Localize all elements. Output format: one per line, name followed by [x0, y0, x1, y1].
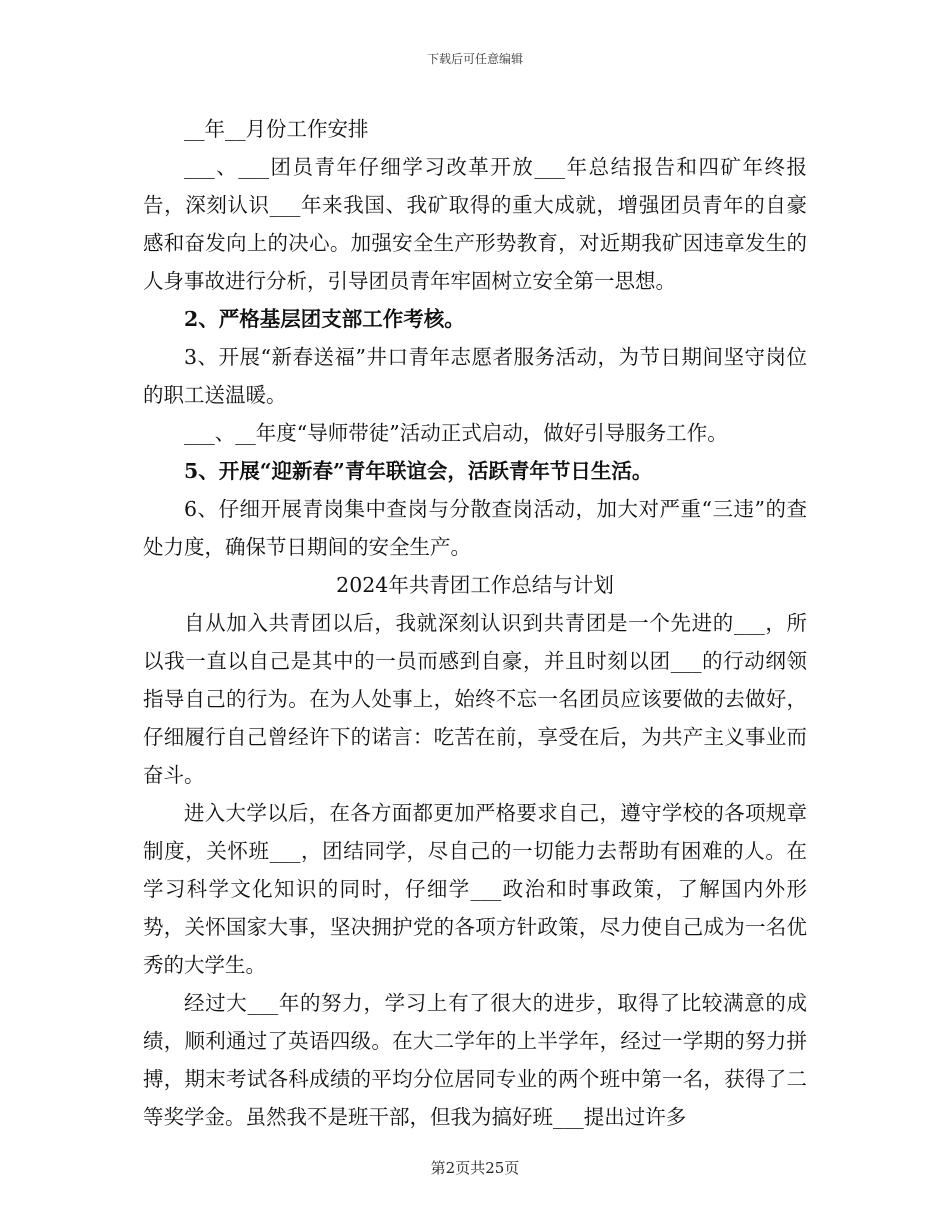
header-note: 下载后可任意编辑 — [426, 52, 523, 66]
paragraph-2: ___、___团员青年仔细学习改革开放___年总结报告和四矿年终报告，深刻认识___年来我国、我矿取得的重大成就，增强团员青年的自豪感和奋发向上的决心。加强安全生产形势教育，对近期我矿因违章发生的人身事故进行分析，引导团员青年牢固树立安全第一思想。 — [143, 155, 807, 293]
paragraph-6: 5、开展“迎新春”青年联谊会，活跃青年节日生活。 — [184, 459, 653, 483]
paragraph-1: __年__月份工作安排 — [184, 117, 369, 141]
paragraph-10: 经过大___年的努力，学习上有了很大的进步，取得了比较满意的成绩，顺利通过了英语四级。在大二学年的上半学年，经过一学期的努力拼搏，期末考试各科成绩的平均分位居同专业的两个班中第一名，获得了二等奖学金。虽然我不是班干部，但我为搞好班___提出过许多 — [143, 991, 807, 1129]
document-body — [143, 110, 807, 1136]
paragraph-7: 6、仔细开展青岗集中查岗与分散查岗活动，加大对严重“三违”的查处力度，确保节日期间的安全生产。 — [143, 497, 807, 559]
paragraph-9: 进入大学以后，在各方面都更加严格要求自己，遵守学校的各项规章制度，关怀班___，团结同学，尽自己的一切能力去帮助有困难的人。在学习科学文化知识的同时，仔细学___政治和时事政策，了解国内外形势，关怀国家大事，坚决拥护党的各项方针政策，尽力使自己成为一名优秀的大学生。 — [143, 801, 807, 977]
page-number: 第2页共25页 — [430, 1159, 520, 1177]
paragraph-4: 3、开展“新春送福”井口青年志愿者服务活动，为节日期间坚守岗位的职工送温暖。 — [143, 345, 807, 407]
paragraph-8: 自从加入共青团以后，我就深刻认识到共青团是一个先进的___，所以我一直以自己是其中的一员而感到自豪，并且时刻以团___的行动纲领指导自己的行为。在为人处事上，始终不忘一名团员应该要做的去做好，仔细履行自己曾经许下的诺言：吃苦在前，享受在后，为共产主义事业而奋斗。 — [143, 611, 807, 787]
section-title: 2024年共青团工作总结与计划 — [336, 573, 614, 597]
paragraph-5: ___、__年度“导师带徒”活动正式启动，做好引导服务工作。 — [184, 421, 728, 445]
paragraph-3: 2、严格基层团支部工作考核。 — [184, 307, 465, 331]
